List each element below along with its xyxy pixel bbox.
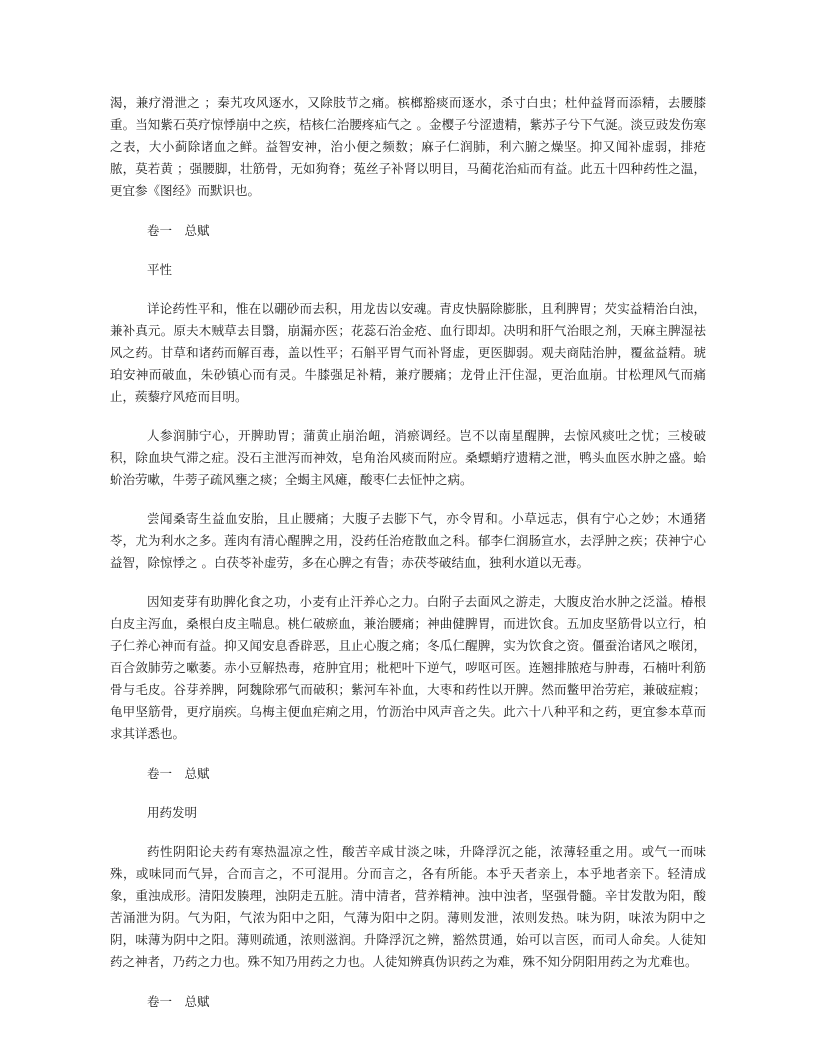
paragraph-usage: 药性阴阳论夫药有寒热温凉之性，酸苦辛咸甘淡之味，升降浮沉之能，浓薄轻重之用。或气一而味殊，或味同而气异，合而言之，不可混用。分而言之，各有所能。本乎天者亲上，本乎地者亲下。轻清成象，重浊成形。清阳发腠理，浊阴走五脏。清中清者，营养精神。浊中浊者，坚强骨髓。辛甘发散为阳，酸苦涌泄为阴。气为阳，气浓为阳中之阳，气薄为阳中之阴。薄则发泄，浓则发热。味为阴，味浓为阴中之阴，味薄为阴中之阳。薄则疏通，浓则滋润。升降浮沉之辨，豁然贯通，始可以言医，而司人命矣。人徒知药之神者，乃药之力也。殊不知乃用药之力也。人徒知辨真伪识药之为难，殊不知分阴阳用药之为尤难也。 — [110, 844, 706, 969]
section-heading-usage: 用药发明 — [147, 805, 198, 820]
section-heading-volume: 卷一 总赋 — [147, 994, 210, 1009]
paragraph-neutral-2: 人参润肺宁心，开脾助胃；蒲黄止崩治衄，消瘀调经。岂不以南星醒脾，去惊风痰吐之忧；三棱破积，除血块气滞之症。没石主泄泻而神效，皂角治风痰而附应。桑螵蛸疗遗精之泄，鸭头血医水肿之盛。蛤蚧治劳嗽，牛蒡子疏风壅之痰；全蝎主风瘫，酸枣仁去怔忡之病。 — [110, 428, 706, 487]
paragraph-neutral-4: 因知麦芽有助脾化食之功，小麦有止汗养心之力。白附子去面风之游走，大腹皮治水肿之泛溢。椿根白皮主泻血，桑根白皮主喘息。桃仁破瘀血，兼治腰痛；神曲健脾胃，而进饮食。五加皮坚筋骨以立行，柏子仁养心神而有益。抑又闻安息香辟恶，且止心腹之痛；冬瓜仁醒脾，实为饮食之资。僵蚕治诸风之喉闭，百合敛肺劳之嗽萎。赤小豆解热毒，疮肿宜用；枇杷叶下逆气，哕呕可医。连翘排脓疮与肿毒，石楠叶利筋骨与毛皮。谷芽养脾，阿魏除邪气而破积；紫河车补血，大枣和药性以开脾。然而鳖甲治劳疟，兼破症瘕；龟甲坚筋骨，更疗崩疾。乌梅主便血疟痢之用，竹沥治中风声音之失。此六十八种平和之药，更宜参本草而求其详悉也。 — [110, 594, 706, 741]
section-heading-neutral: 平性 — [147, 262, 173, 277]
document-page — [110, 92, 706, 1013]
section-heading-volume: 卷一 总赋 — [147, 223, 210, 238]
paragraph-continuation: 渴，兼疗滑泄之 ；秦艽攻风逐水，又除肢节之痛。槟榔豁痰而逐水，杀寸白虫；杜仲益肾而添精，去腰膝重。当知紫石英疗惊悸崩中之疾，桔核仁治腰疼疝气之 。金樱子兮涩遗精，紫苏子兮下气涎。淡豆豉发伤寒之表，大小蓟除诸血之鲜。益智安神，治小便之频数；麻子仁润肺，利六腑之燥坚。抑又闻补虚弱，排疮脓，莫若黄 ；强腰脚，壮筋骨，无如狗脊；菟丝子补肾以明目，马蔺花治疝而有益。此五十四种药性之温，更宜参《图经》而默识也。 — [110, 95, 706, 198]
section-heading-volume: 卷一 总赋 — [147, 766, 210, 781]
paragraph-neutral-1: 详论药性平和，惟在以硼砂而去积，用龙齿以安魂。青皮快膈除膨胀，且利脾胃；芡实益精治白浊，兼补真元。原夫木贼草去目翳，崩漏亦医；花蕊石治金疮、血行即却。决明和肝气治眼之剂，天麻主脾湿祛风之药。甘草和诸药而解百毒，盖以性平；石斛平胃气而补肾虚，更医脚弱。观夫商陆治肿，覆盆益精。琥珀安神而破血，朱砂镇心而有灵。牛膝强足补精，兼疗腰痛；龙骨止汗住湿，更治血崩。甘松理风气而痛止，蒺藜疗风疮而目明。 — [110, 301, 706, 404]
paragraph-neutral-3: 尝闻桑寄生益血安胎，且止腰痛；大腹子去膨下气，亦令胃和。小草远志，俱有宁心之妙；木通猪苓，尤为利水之多。莲肉有清心醒脾之用，没药任治疮散血之科。郁李仁润肠宣水，去浮肿之疾；茯神宁心益智，除惊悸之 。白茯苓补虚劳，多在心脾之有眚；赤茯苓破结血，独利水道以无毒。 — [110, 511, 706, 570]
